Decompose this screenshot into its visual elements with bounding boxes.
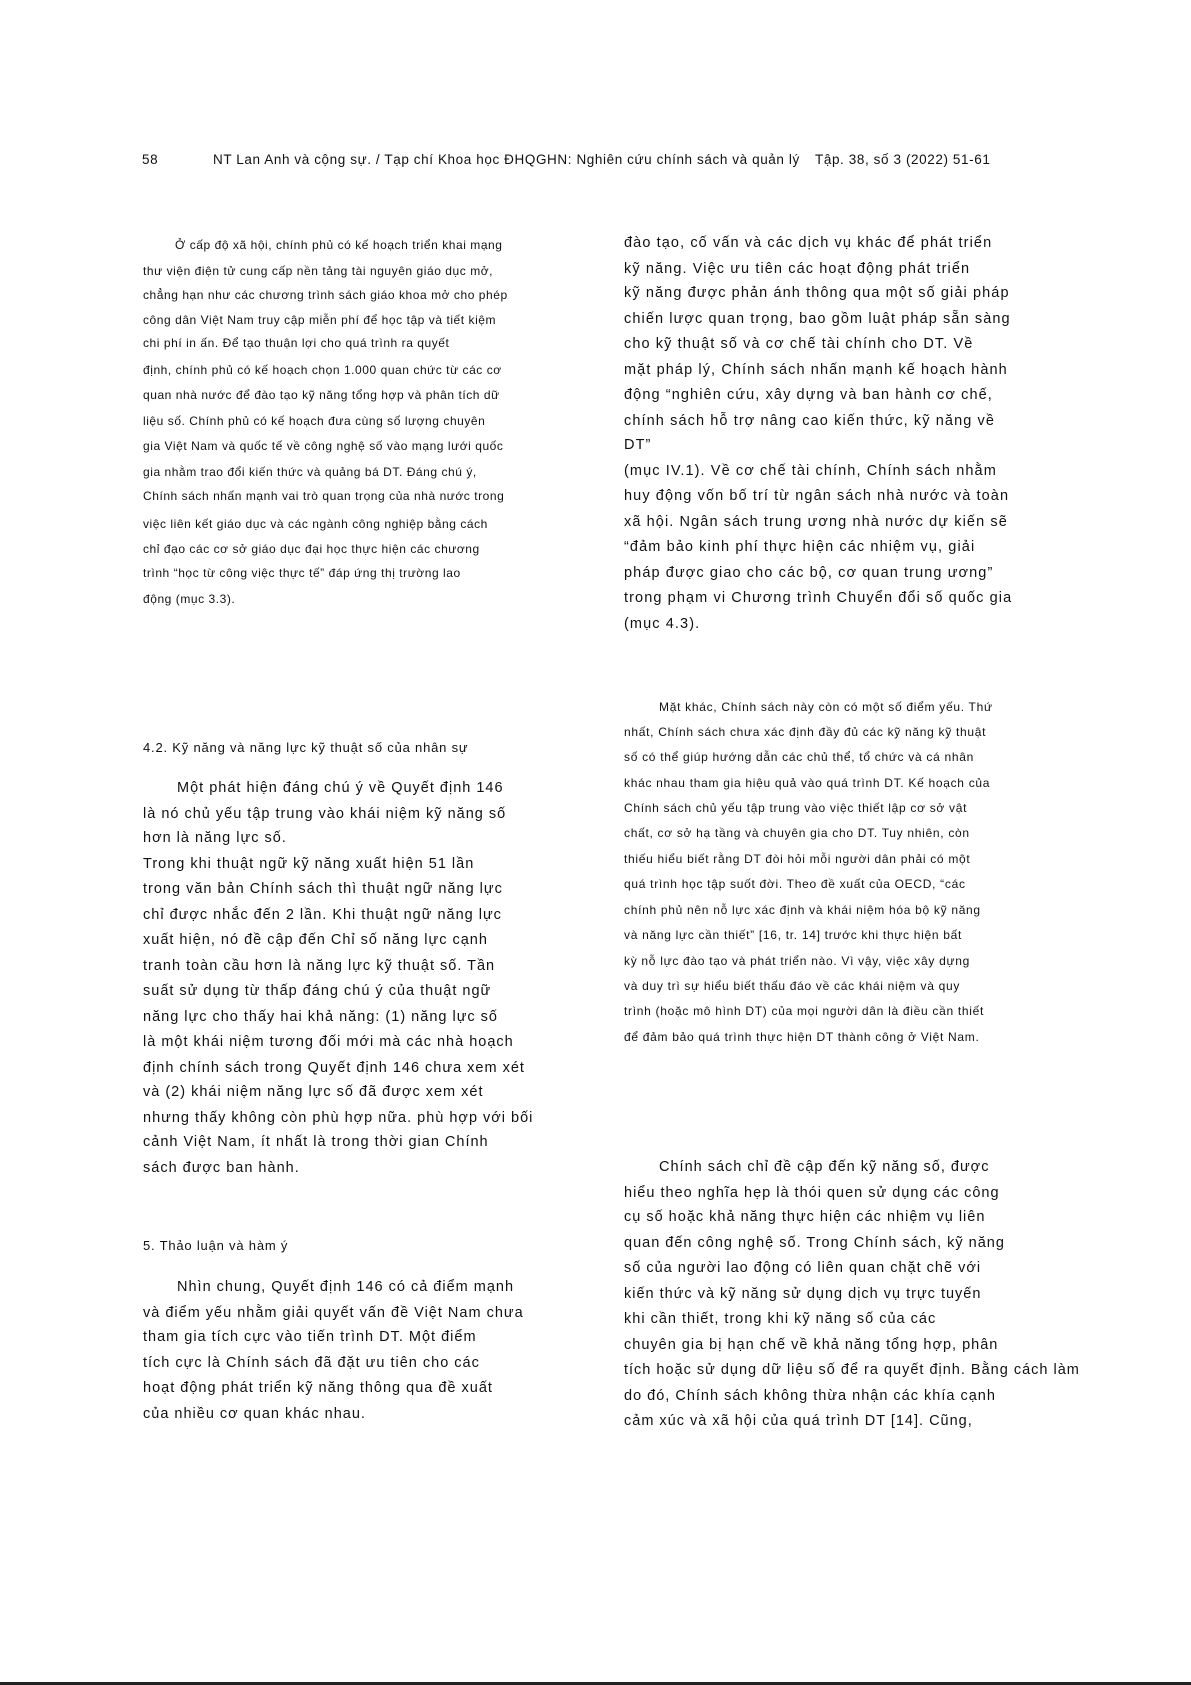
text-line: của nhiều cơ quan khác nhau. (143, 1406, 366, 1422)
text-line: chuyên gia bị hạn chế về khả năng tổng hợp, phân (624, 1337, 999, 1353)
text-line: chỉ đạo các cơ sở giáo dục đại học thực hiện các chương (143, 542, 480, 556)
text-line: tích hoặc sử dụng dữ liệu số để ra quyết định. Bằng cách làm (624, 1362, 1080, 1378)
text-line: kỳ nỗ lực đào tạo và phát triển nào. Vì vậy, việc xây dựng (624, 954, 970, 968)
text-line: xuất hiện, nó đề cập đến Chỉ số năng lực cạnh (143, 932, 488, 948)
text-line: Một phát hiện đáng chú ý về Quyết định 146 (177, 780, 504, 796)
text-line: đào tạo, cố vấn và các dịch vụ khác để phát triển (624, 235, 993, 251)
text-line: kiến thức và kỹ năng sử dụng dịch vụ trực tuyến (624, 1286, 982, 1302)
text-line: chính phủ nên nỗ lực xác định và khái niệm hóa bộ kỹ năng (624, 903, 981, 917)
text-line: quá trình học tập suốt đời. Theo đề xuất của OECD, “các (624, 877, 966, 891)
text-line: cảnh Việt Nam, ít nhất là trong thời gian Chính (143, 1134, 489, 1150)
text-line: gia nhằm trao đổi kiến thức và quảng bá DT. Đáng chú ý, (143, 465, 477, 479)
text-line: hơn là năng lực số. (143, 830, 287, 846)
text-line: DT” (624, 437, 652, 453)
text-line: (mục IV.1). Về cơ chế tài chính, Chính sách nhằm (624, 463, 997, 479)
text-line: huy động vốn bố trí từ ngân sách nhà nước và toàn (624, 488, 1010, 504)
text-line: quan nhà nước để đào tạo kỹ năng tổng hợp và phân tích dữ (143, 388, 500, 402)
text-line: pháp được giao cho các bộ, cơ quan trung ương” (624, 565, 994, 581)
section-heading-5: 5. Thảo luận và hàm ý (143, 1238, 289, 1253)
text-line: kỹ năng. Việc ưu tiên các hoạt động phát triển (624, 261, 971, 277)
text-line: quan đến công nghệ số. Trong Chính sách, kỹ năng (624, 1235, 1005, 1251)
text-line: chỉ được nhắc đến 2 lần. Khi thuật ngữ năng lực (143, 907, 502, 923)
text-line: tham gia tích cực vào tiến trình DT. Một điểm (143, 1329, 477, 1345)
text-line: Chính sách chỉ đề cập đến kỹ năng số, được (659, 1159, 990, 1175)
text-line: số có thể giúp hướng dẫn các chủ thể, tổ chức và cá nhân (624, 750, 974, 764)
text-line: xã hội. Ngân sách trung ương nhà nước dự kiến sẽ (624, 514, 1008, 530)
text-line: định chính sách trong Quyết định 146 chưa xem xét (143, 1060, 525, 1076)
text-line: nhưng thấy không còn phù hợp nữa. phù hợp với bối (143, 1110, 534, 1126)
text-line: chẳng hạn như các chương trình sách giáo khoa mở cho phép (143, 288, 508, 302)
text-line: khi cần thiết, trong khi kỹ năng số của các (624, 1311, 937, 1327)
text-line: cho kỹ thuật số và cơ chế tài chính cho DT. Về (624, 336, 974, 352)
text-line: nhất, Chính sách chưa xác định đầy đủ các kỹ năng kỹ thuật (624, 725, 987, 739)
text-line: chính sách hỗ trợ nâng cao kiến thức, kỹ năng về (624, 413, 996, 429)
text-line: định, chính phủ có kế hoạch chọn 1.000 quan chức từ các cơ (143, 363, 502, 377)
text-line: và duy trì sự hiểu biết thấu đáo về các khái niệm và quy (624, 979, 961, 993)
text-line: Ở cấp độ xã hội, chính phủ có kế hoạch triển khai mạng (175, 238, 503, 252)
text-line: và (2) khái niệm năng lực số đã được xem xét (143, 1084, 484, 1100)
text-line: liệu số. Chính phủ có kế hoạch đưa cùng số lượng chuyên (143, 414, 486, 428)
page-number: 58 (142, 152, 159, 167)
text-line: chiến lược quan trọng, bao gồm luật pháp sẵn sàng (624, 311, 1011, 327)
text-line: để đảm bảo quá trình thực hiện DT thành công ở Việt Nam. (624, 1030, 980, 1044)
text-line: chất, cơ sở hạ tầng và chuyên gia cho DT. Tuy nhiên, còn (624, 826, 970, 840)
text-line: việc liên kết giáo dục và các ngành công nghiệp bằng cách (143, 517, 488, 531)
text-line: thiếu hiểu biết rằng DT đòi hỏi mỗi người dân phải có một (624, 852, 971, 866)
text-line: Chính sách chủ yếu tập trung vào việc thiết lập cơ sở vật (624, 801, 968, 815)
text-line: Chính sách nhấn mạnh vai trò quan trọng của nhà nước trong (143, 489, 505, 503)
text-line: (mục 4.3). (624, 616, 701, 632)
text-line: trình “học từ công việc thực tế” đáp ứng thị trường lao (143, 566, 461, 580)
text-line: gia Việt Nam và quốc tế về công nghệ số vào mạng lưới quốc (143, 439, 504, 453)
text-line: số của người lao động có liên quan chặt chẽ với (624, 1260, 982, 1276)
text-line: trình (hoặc mô hình DT) của mọi người dân là điều cần thiết (624, 1004, 985, 1018)
text-line: tranh toàn cầu hơn là năng lực kỹ thuật số. Tần (143, 958, 496, 974)
text-line: khác nhau tham gia hiệu quả vào quá trình DT. Kế hoạch của (624, 776, 991, 790)
text-line: là nó chủ yếu tập trung vào khái niệm kỹ năng số (143, 806, 507, 822)
text-line: và điểm yếu nhằm giải quyết vấn đề Việt Nam chưa (143, 1305, 524, 1321)
text-line: Mặt khác, Chính sách này còn có một số điểm yếu. Thứ (659, 700, 993, 714)
text-line: cảm xúc và xã hội của quá trình DT [14]. Cũng, (624, 1413, 973, 1429)
text-line: và năng lực cần thiết” [16, tr. 14] trước khi thực hiện bất (624, 928, 963, 942)
text-line: tích cực là Chính sách đã đặt ưu tiên cho các (143, 1355, 480, 1371)
text-line: kỹ năng được phản ánh thông qua một số giải pháp (624, 285, 1010, 301)
text-line: Nhìn chung, Quyết định 146 có cả điểm mạnh (177, 1279, 515, 1295)
text-line: động “nghiên cứu, xây dựng và ban hành cơ chế, (624, 387, 993, 403)
text-line: trong văn bản Chính sách thì thuật ngữ năng lực (143, 881, 503, 897)
text-line: thư viện điện tử cung cấp nền tảng tài nguyên giáo dục mở, (143, 264, 494, 278)
text-line: là một khái niệm tương đối mới mà các nhà hoạch (143, 1034, 514, 1050)
text-line: hiểu theo nghĩa hẹp là thói quen sử dụng các công (624, 1185, 1000, 1201)
text-line: “đảm bảo kinh phí thực hiện các nhiệm vụ, giải (624, 539, 976, 555)
text-line: chi phí in ấn. Để tạo thuận lợi cho quá trình ra quyết (143, 336, 450, 350)
text-line: trong phạm vi Chương trình Chuyển đổi số quốc gia (624, 590, 1013, 606)
text-line: hoạt động phát triển kỹ năng thông qua đề xuất (143, 1380, 493, 1396)
text-line: sách được ban hành. (143, 1160, 300, 1176)
section-heading-4-2: 4.2. Kỹ năng và năng lực kỹ thuật số của nhân sự (143, 740, 469, 755)
text-line: công dân Việt Nam truy cập miễn phí để học tập và tiết kiệm (143, 313, 497, 327)
text-line: cụ số hoặc khả năng thực hiện các nhiệm vụ liên (624, 1209, 986, 1225)
volume-info: Tập. 38, số 3 (2022) 51-61 (815, 152, 991, 167)
text-line: năng lực cho thấy hai khả năng: (1) năng lực số (143, 1009, 498, 1025)
running-title: NT Lan Anh và cộng sự. / Tạp chí Khoa học ĐHQGHN: Nghiên cứu chính sách và quản lý (213, 152, 800, 167)
text-line: suất sử dụng từ thấp đáng chú ý của thuật ngữ (143, 983, 492, 999)
text-line: do đó, Chính sách không thừa nhận các khía cạnh (624, 1388, 996, 1404)
text-line: mặt pháp lý, Chính sách nhấn mạnh kế hoạch hành (624, 362, 1008, 378)
text-line: động (mục 3.3). (143, 592, 236, 606)
text-line: Trong khi thuật ngữ kỹ năng xuất hiện 51 lần (143, 856, 475, 872)
